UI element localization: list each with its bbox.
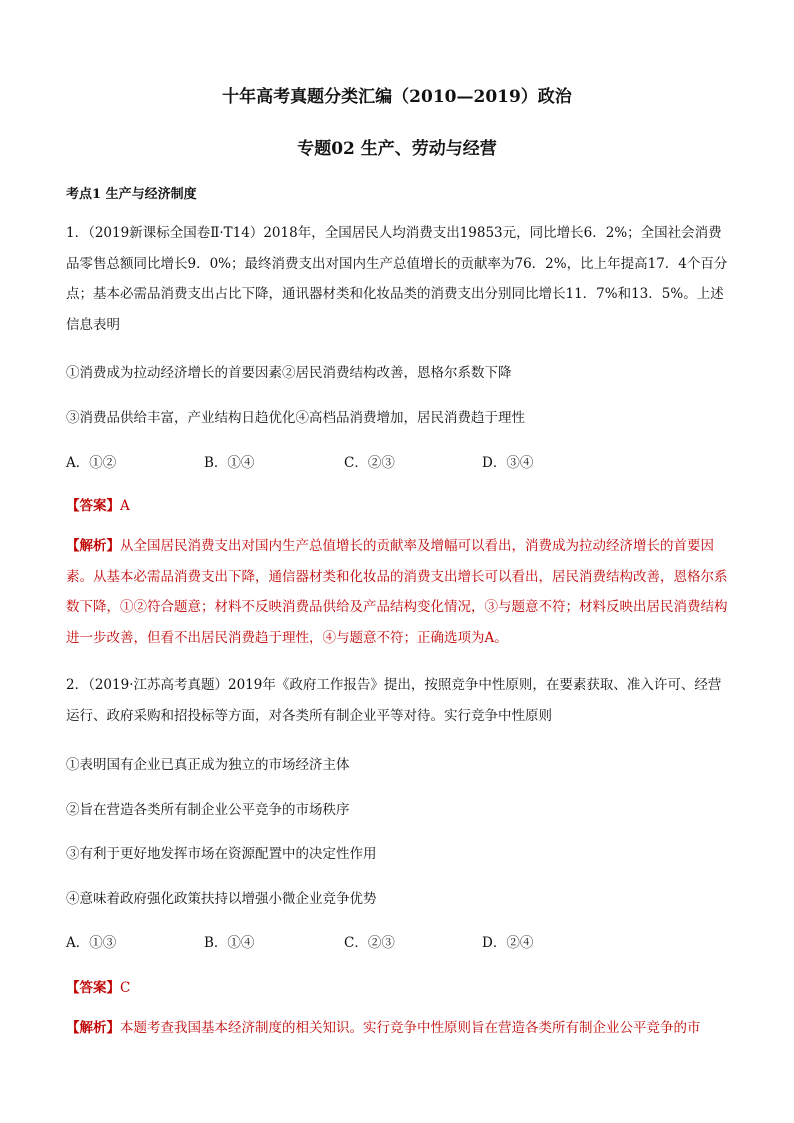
- analysis-label: 【解析】: [66, 1020, 120, 1036]
- question-2-analysis: [66, 1013, 730, 1044]
- question-1-analysis: [66, 531, 730, 653]
- document-title: 十年高考真题分类汇编（2010—2019）政治: [222, 87, 572, 107]
- question-2-option-2: ②旨在营造各类所有制企业公平竞争的市场秩序: [66, 802, 350, 818]
- analysis-text: 从全国居民消费支出对国内生产总值增长的贡献率及增幅可以看出，消费成为拉动经济增长的首要因素。从基本必需品消费支出下降，通信器材类和化妆品的消费支出增长可以看出，居民消费结构改善，恩格尔系数下降，①②符合题意；材料不反映消费品供给及产品结构变化情况，③与题意不符；材料反映出居民消费结构进一步改善，但看不出居民消费趋于理性，④与题意不符；正确选项为A。: [66, 538, 728, 646]
- choice-d: D．②④: [482, 935, 534, 951]
- question-1-answer: [66, 494, 130, 514]
- section-heading: 考点1 生产与经济制度: [66, 187, 197, 202]
- question-2-option-4: ④意味着政府强化政策扶持以增强小微企业竞争优势: [66, 891, 377, 907]
- question-2-option-1: ①表明国有企业已真正成为独立的市场经济主体: [66, 757, 350, 773]
- question-1-options-line-1: ①消费成为拉动经济增长的首要因素②居民消费结构改善，恩格尔系数下降: [66, 365, 512, 381]
- choice-b: B．①④: [204, 935, 255, 951]
- question-2-stem: 2．（2019·江苏高考真题）2019年《政府工作报告》提出，按照竞争中性原则，在要素获取、准入许可、经营运行、政府采购和招投标等方面，对各类所有制企业平等对待。实行竞争中性原则: [66, 677, 722, 724]
- question-1-options-line-2: ③消费品供给丰富，产业结构日趋优化④高档品消费增加，居民消费趋于理性: [66, 410, 525, 426]
- choice-a: A．①③: [66, 935, 117, 951]
- question-2-option-3: ③有利于更好地发挥市场在资源配置中的决定性作用: [66, 846, 377, 862]
- answer-label: 【答案】: [66, 980, 120, 996]
- analysis-text: 本题考查我国基本经济制度的相关知识。实行竞争中性原则旨在营造各类所有制企业公平竞争的市: [120, 1020, 701, 1036]
- choice-c: C．②③: [344, 455, 395, 471]
- choice-b: B．①④: [204, 455, 255, 471]
- answer-value: C: [120, 980, 131, 996]
- question-2-answer: [66, 976, 130, 996]
- answer-value: A: [120, 498, 130, 514]
- analysis-label: 【解析】: [66, 538, 120, 554]
- answer-label: 【答案】: [66, 498, 120, 514]
- document-subtitle: 专题02 生产、劳动与经营: [297, 139, 497, 159]
- choice-c: C．②③: [344, 935, 395, 951]
- question-1-stem: 1．（2019新课标全国卷Ⅱ·T14）2018年，全国居民人均消费支出19853元，同比增长6．2%；全国社会消费品零售总额同比增长9．0%；最终消费支出对国内生产总值增长的贡献率为76．2%，比上年提高17．4个百分点；基本必需品消费支出占比下降，通讯器材类和化妆品类的消费支出分别同比增长11．7%和13．5%。上述信息表明: [66, 225, 728, 333]
- choice-a: A．①②: [66, 455, 117, 471]
- choice-d: D．③④: [482, 455, 534, 471]
